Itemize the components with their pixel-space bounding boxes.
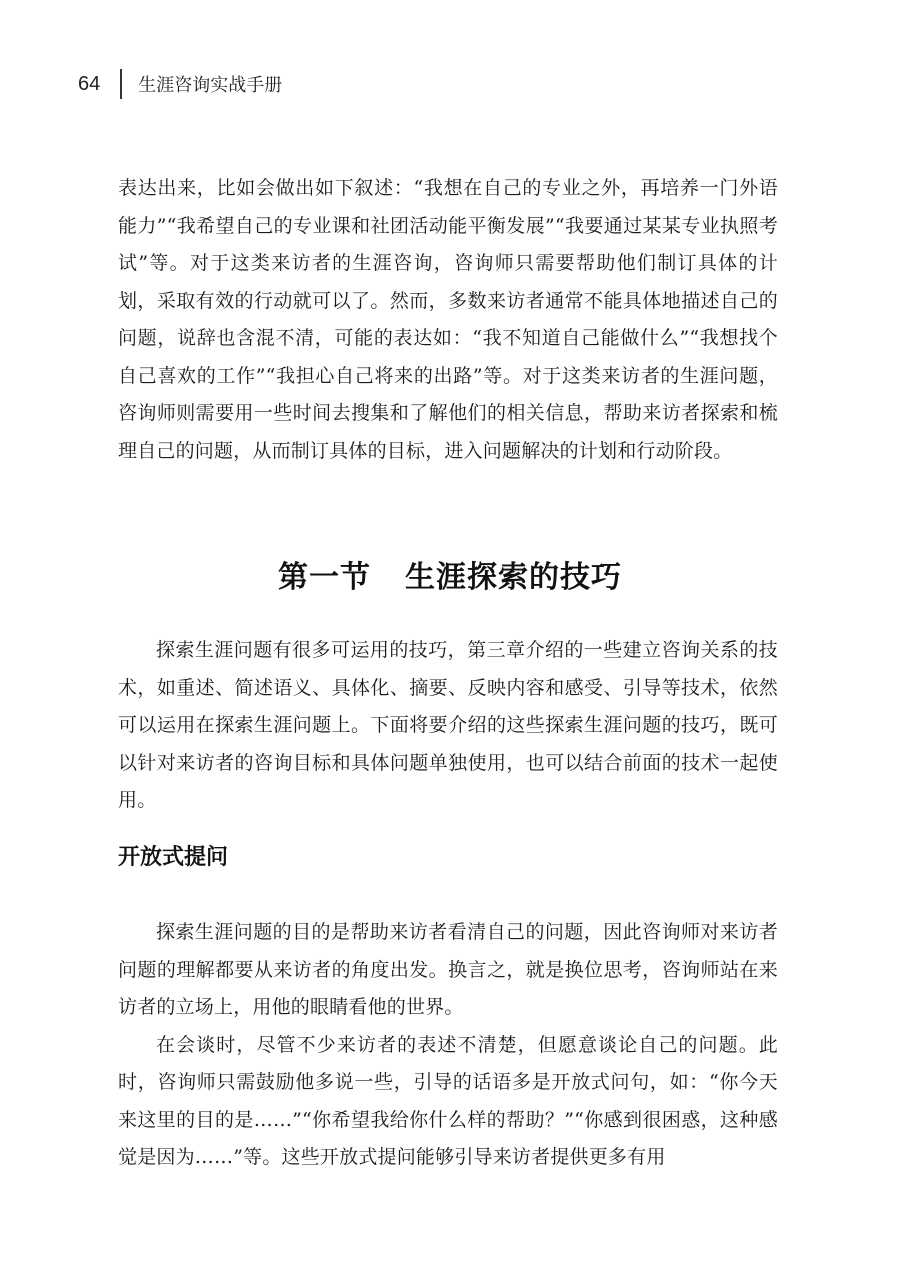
subsection-paragraph: 在会谈时，尽管不少来访者的表述不清楚，但愿意谈论自己的问题。此时，咨询师只需鼓励他多说一些，引导的话语多是开放式问句，如：“你今天来这里的目的是……”“你希望我给你什么样的帮助？”“你感到很困惑，这种感觉是因为……”等。这些开放式提问能够引导来访者提供更多有用 [118,1033,778,1168]
section-heading [0,552,900,596]
section-paragraph-block [118,632,778,820]
header-divider [120,69,122,99]
intro-paragraph-block [118,170,778,470]
page-header [78,66,282,102]
running-book-title: 生涯咨询实战手册 [138,75,283,96]
subsection-body [118,914,778,1177]
subsection-heading: 开放式提问 [118,845,229,870]
page-number: 64 [78,72,101,95]
section-title: 生涯探索的技巧 [405,560,622,595]
section-number: 第一节 [278,560,371,595]
subsection-paragraph: 探索生涯问题的目的是帮助来访者看清自己的问题，因此咨询师对来访者问题的理解都要从来访者的角度出发。换言之，就是换位思考，咨询师站在来访者的立场上，用他的眼睛看他的世界。 [118,921,778,1018]
intro-paragraph: 表达出来，比如会做出如下叙述：“我想在自己的专业之外，再培养一门外语能力”“我希望自己的专业课和社团活动能平衡发展”“我要通过某某专业执照考试”等。对于这类来访者的生涯咨询，咨询师只需要帮助他们制订具体的计划，采取有效的行动就可以了。然而，多数来访者通常不能具体地描述自己的问题，说辞也含混不清，可能的表达如：“我不知道自己能做什么”“我想找个自己喜欢的工作”“我担心自己将来的出路”等。对于这类来访者的生涯问题，咨询师则需要用一些时间去搜集和了解他们的相关信息，帮助来访者探索和梳理自己的问题，从而制订具体的目标，进入问题解决的计划和行动阶段。 [118,177,778,462]
section-paragraph: 探索生涯问题有很多可运用的技巧，第三章介绍的一些建立咨询关系的技术，如重述、简述语义、具体化、摘要、反映内容和感受、引导等技术，依然可以运用在探索生涯问题上。下面将要介绍的这些探索生涯问题的技巧，既可以针对来访者的咨询目标和具体问题单独使用，也可以结合前面的技术一起使用。 [118,639,778,811]
